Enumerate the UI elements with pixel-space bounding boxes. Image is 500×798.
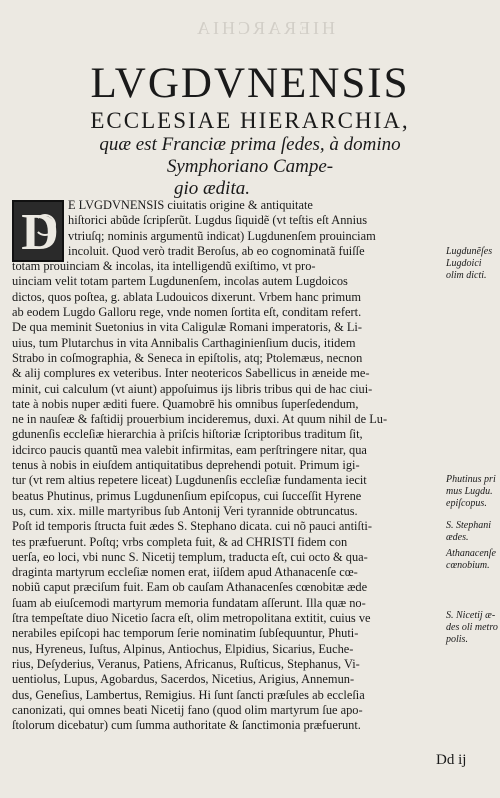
margin-note: S. Stephani ædes. bbox=[446, 520, 491, 543]
text-line: tur (vt rem altius repetere liceat) Lugdunenſis eccleſiæ fundamenta iecit bbox=[12, 473, 367, 488]
text-line: draginta martyrum eccleſiæ nomen erat, iiſdem apud Athanacenſe cœ- bbox=[12, 565, 358, 580]
text-line: dictos, quos poſtea, g. ablata Ludouicos dixerunt. Vrbem hanc primum bbox=[12, 289, 361, 304]
text-line: uius, tum Plutarchus in vita Annibalis Carthaginienſium ducis, itidem bbox=[12, 335, 356, 350]
title-subtitle: ECCLESIAE HIERARCHIA, bbox=[90, 108, 410, 133]
margin-note: Athanacenſe cœnobium. bbox=[446, 548, 496, 571]
text-line: nobiũ caput præciſum fuit. Eam ob cauſam Athanacenſes cœnobitæ æde bbox=[12, 580, 368, 595]
title-line-4: Symphoriano Campe- bbox=[166, 156, 334, 177]
text-line: gdunenſis eccleſiæ hierarchia à priſcis hiſtoriæ ſcriptoribus traditum ſit, bbox=[12, 427, 363, 442]
title-line-3: quæ est Franciæ prima ſedes, à domino bbox=[99, 134, 401, 155]
text-line: & alij complures ex veteribus. Inter neotericos Sabellicus in æneide me- bbox=[12, 366, 370, 381]
text-line: uerſa, eo loci, vbi nunc S. Nicetij templum, traducta eſt, cui octo & qua- bbox=[12, 549, 368, 564]
text-line: dus, Geneſius, Lambertus, Remigius. Hi ſunt ſancti præſules ab eccleſia bbox=[12, 687, 365, 702]
text-line: nus, Hyreneus, Iuſtus, Alpinus, Antiochus, Elpidius, Sicarius, Euche- bbox=[12, 641, 354, 656]
text-line: ſtolorum dicebatur) cum ſumma authoritate & ſanctimonia præfuerunt. bbox=[12, 718, 361, 733]
body-text bbox=[12, 198, 444, 733]
signature-mark: Dd ij bbox=[436, 752, 467, 768]
text-line: ne in nauſeæ & faſtidij prouerbium incideremus, duxi. At quum nihil de Lu- bbox=[12, 412, 388, 427]
text-line: De qua meminit Suetonius in vita Caligulæ Romani imperatoris, & Li- bbox=[12, 320, 362, 335]
text-line: canonizati, qui omnes beati Nicetij fano (quod olim martyrum ſue apo- bbox=[12, 702, 363, 717]
text-line: vtriuſq; nominis argumentũ indicat) Lugdunenſem prouinciam bbox=[68, 228, 376, 243]
text-line: uinciam velit totam partem Lugdunenſem, incolas autem Lugdoicos bbox=[12, 274, 348, 289]
text-line: tate à nobis nuper æditi fuere. Quamobrē his omnibus ſuperſedendum, bbox=[12, 396, 359, 411]
initial-letter: D bbox=[21, 204, 59, 261]
text-line: totam prouinciam & incolas, ita intelligendũ exiſtimo, vt pro- bbox=[12, 259, 316, 274]
text-line: incoluit. Quod verò tradit Beroſus, ab eo cognominatã fuiſſe bbox=[68, 243, 365, 258]
text-line: Strabo in coſmographia, & Seneca in epiſtolis, atq; Ptolemæus, necnon bbox=[12, 350, 363, 365]
text-line: ſuam ab eiuſcemodi martyrum memoria fundatam aſſerunt. Illa quæ no- bbox=[12, 595, 366, 610]
text-line: us, cum. xix. mille martyribus ſub Antonij Veri tyrannide obtruncatus. bbox=[12, 503, 358, 518]
text-line: tes præfuerunt. Poſtq; vrbs completa fuit, & ad CHRISTI fidem con bbox=[12, 534, 348, 549]
margin-note: S. Nicetij æ- des oli metro polis. bbox=[446, 610, 498, 645]
margin-note: Lugdunẽſes Lugdoici olim dicti. bbox=[446, 246, 493, 281]
show-through-text: HIERARCHIA bbox=[194, 18, 335, 38]
text-line: hiſtorici abũde ſcripſerũt. Lugdus ſiquidẽ (vt teſtis eſt Annius bbox=[68, 213, 368, 228]
text-line: minit, cui calculum (vt aiunt) appoſuimus ijs libris tribus qui de hac ciui- bbox=[12, 381, 373, 396]
text-line: ſtra tempeſtate diuo Nicetio ſacra eſt, olim metropolitana extitit, cuius ve bbox=[12, 611, 371, 626]
margin-note: Phutinus pri mus Lugdu. epiſcopus. bbox=[446, 474, 496, 509]
text-line: uentiolus, Lupus, Agobardus, Sacerdos, Nicetius, Arigius, Annemun- bbox=[12, 672, 355, 687]
title-main: LVGDVNENSIS bbox=[90, 60, 410, 107]
text-line: Poſt id temporis ſtructa fuit ædes S. Stephano dicata. cui nõ pauci antiſti- bbox=[12, 519, 372, 534]
text-line: E LVGDVNENSIS ciuitatis origine & antiquitate bbox=[68, 198, 313, 212]
text-line: ab eodem Lugdo Galloru rege, vnde nomen ſortita eſt, conditam refert. bbox=[12, 305, 362, 320]
text-line: nerabiles epiſcopi hac temporum ſerie nominatim ſubſequuntur, Phuti- bbox=[12, 626, 359, 641]
text-line: idcirco paucis quantũ mea valebit infirmitas, eam perſtringere nitar, qua bbox=[12, 442, 367, 457]
text-line: beatus Phutinus, primus Lugdunenſium epiſcopus, cui ſucceſſit Hyrene bbox=[12, 488, 362, 503]
text-line: tenus à nobis in eiuſdem antiquitatibus deprehendi potuit. Primum igi- bbox=[12, 458, 360, 473]
title-block bbox=[0, 62, 500, 200]
title-line-5: gio ædita. bbox=[173, 178, 250, 199]
text-line: rius, Deſyderius, Veranus, Patiens, Africanus, Ruſticus, Stephanus, Vi- bbox=[12, 656, 360, 671]
